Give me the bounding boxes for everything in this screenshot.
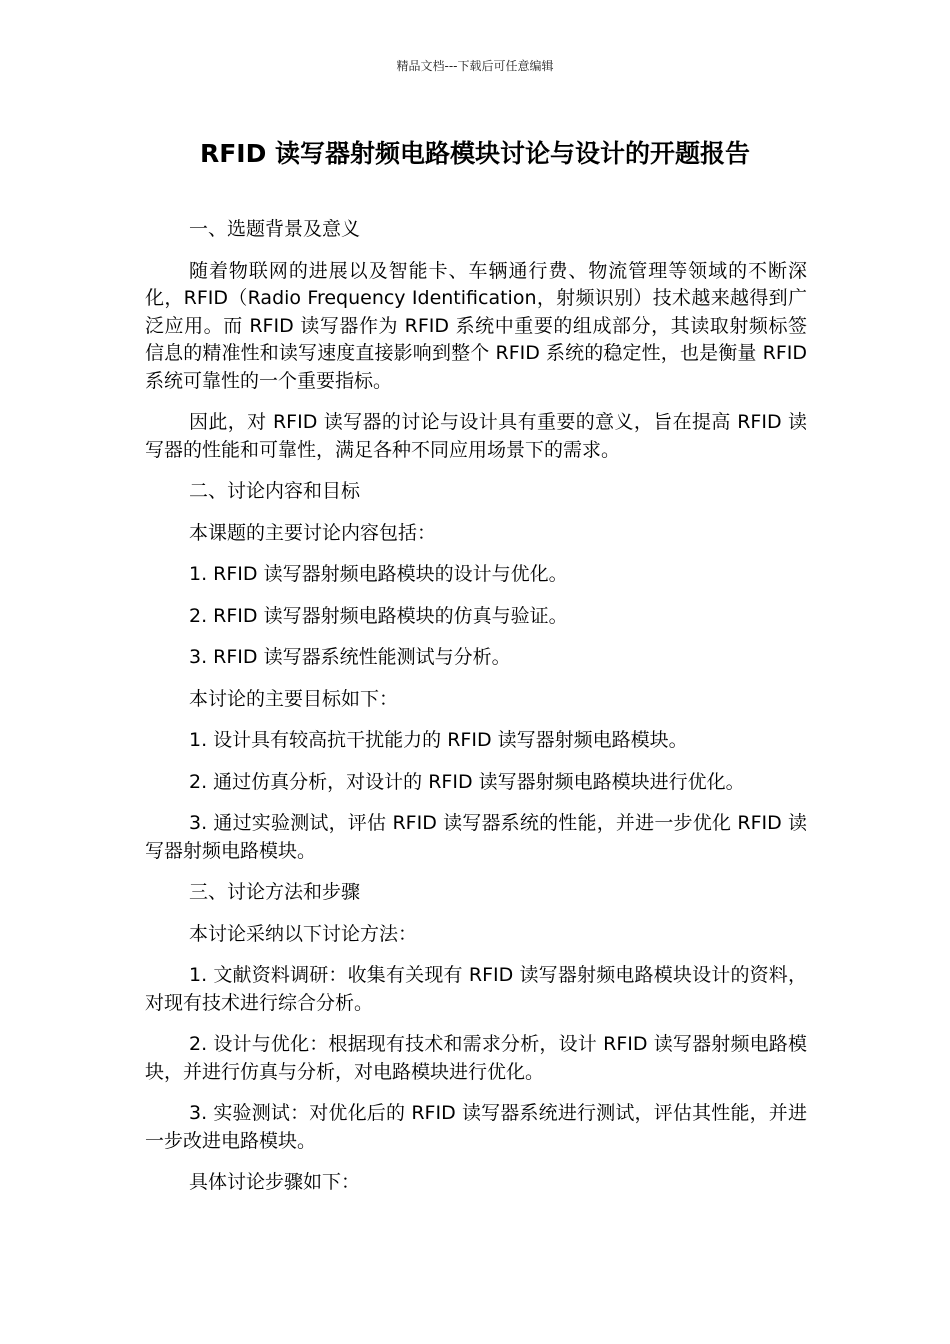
list-item-method-3: 3. 实验测试：对优化后的 RFID 读写器系统进行测试，评估其性能，并进一步改进电路模块。 bbox=[145, 1102, 807, 1152]
paragraph-goals-intro: 本讨论的主要目标如下： bbox=[189, 687, 399, 710]
section-heading-background: 一、选题背景及意义 bbox=[189, 218, 361, 240]
section-heading-content-goals: 二、讨论内容和目标 bbox=[189, 480, 361, 502]
paragraph-significance: 因此，对 RFID 读写器的讨论与设计具有重要的意义，旨在提高 RFID 读写器的性能和可靠性，满足各种不同应用场景下的需求。 bbox=[145, 411, 807, 461]
list-item-content-3: 3. RFID 读写器系统性能测试与分析。 bbox=[189, 646, 511, 668]
paragraph-methods-intro: 本讨论采纳以下讨论方法： bbox=[189, 922, 418, 945]
header-note: 精品文档---下载后可任意编辑 bbox=[396, 59, 554, 73]
list-item-goal-2: 2. 通过仿真分析，对设计的 RFID 读写器射频电路模块进行优化。 bbox=[189, 770, 745, 793]
list-item-content-1: 1. RFID 读写器射频电路模块的设计与优化。 bbox=[189, 563, 568, 585]
paragraph-content-intro: 本课题的主要讨论内容包括： bbox=[189, 521, 437, 544]
list-item-goal-3: 3. 通过实验测试，评估 RFID 读写器系统的性能，并进一步优化 RFID 读写器射频电路模块。 bbox=[145, 812, 807, 862]
document-body bbox=[145, 216, 807, 1211]
list-item-method-1: 1. 文献资料调研：收集有关现有 RFID 读写器射频电路模块设计的资料，对现有技术进行综合分析。 bbox=[145, 964, 807, 1014]
paragraph-background: 随着物联网的进展以及智能卡、车辆通行费、物流管理等领域的不断深化，RFID（Radio Frequency Identification，射频识别）技术越来越得到广泛应用。而 RFID 读写器作为 RFID 系统中重要的组成部分，其读取射频标签信息的精准性和读写速度直接影响到整个 RFID 系统的稳定性，也是衡量 RFID 系统可靠性的一个重要指标。 bbox=[145, 259, 807, 392]
paragraph-steps-intro: 具体讨论步骤如下： bbox=[189, 1171, 361, 1193]
list-item-method-2: 2. 设计与优化：根据现有技术和需求分析，设计 RFID 读写器射频电路模块，并进行仿真与分析，对电路模块进行优化。 bbox=[145, 1033, 807, 1083]
list-item-content-2: 2. RFID 读写器射频电路模块的仿真与验证。 bbox=[189, 604, 568, 627]
list-item-goal-1: 1. 设计具有较高抗干扰能力的 RFID 读写器射频电路模块。 bbox=[189, 729, 688, 751]
section-heading-methods: 三、讨论方法和步骤 bbox=[189, 881, 361, 903]
page-title: RFID 读写器射频电路模块讨论与设计的开题报告 bbox=[199, 139, 751, 168]
